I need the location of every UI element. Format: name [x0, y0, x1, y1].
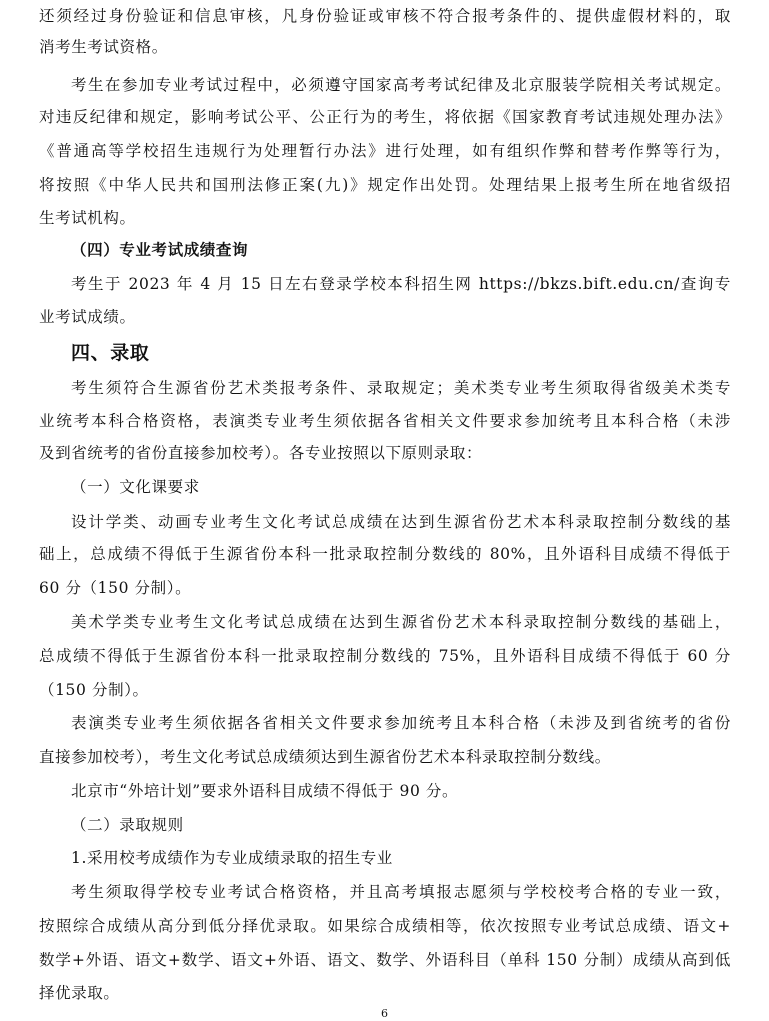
paragraph-start-line: 北京市“外培计划”要求外语科目成绩不得低于 90 分。: [71, 782, 459, 800]
page-number: 6: [381, 1007, 388, 1020]
paragraph-start-line: 考生在参加专业考试过程中，必须遵守国家高考考试纪律及北京服装学院相关考试规定。: [71, 76, 731, 94]
paragraph-start-line: 美术学类专业考生文化考试总成绩在达到生源省份艺术本科录取控制分数线的基础上，: [71, 613, 731, 631]
text-line: 择优录取。: [39, 984, 120, 1002]
text-line: 及到省统考的省份直接参加校考）。各专业按照以下原则录取：: [39, 444, 483, 462]
text-line: （150 分制）。: [39, 681, 149, 699]
paragraph-start-line: 考生于 2023 年 4 月 15 日左右登录学校本科招生网 https://bkzs.bift.edu.cn/查询专: [71, 275, 731, 293]
text-line: 数学+外语、语文+数学、语文+外语、语文、数学、外语科目（单科 150 分制）成绩从高到低: [39, 951, 731, 969]
paragraph-start-line: 表演类专业考生须依据各省相关文件要求参加统考且本科合格（未涉及到省统考的省份: [71, 714, 731, 732]
text-line: 础上，总成绩不得低于生源省份本科一批录取控制分数线的 80%，且外语科目成绩不得低于: [39, 545, 731, 563]
paragraph-start-line: 设计学类、动画专业考生文化考试总成绩在达到生源省份艺术本科录取控制分数线的基: [71, 513, 731, 531]
text-line: 业统考本科合格资格，表演类专业考生须依据各省相关文件要求参加统考且本科合格（未涉: [39, 412, 731, 430]
text-line: 消考生考试资格。: [39, 38, 168, 56]
text-line: 生考试机构。: [39, 209, 136, 227]
section-heading: （四）专业考试成绩查询: [71, 241, 249, 259]
subsection-heading: （一）文化课要求: [71, 478, 200, 496]
paragraph-start-line: 考生须取得学校专业考试合格资格，并且高考填报志愿须与学校校考合格的专业一致，: [71, 883, 731, 901]
text-line: 对违反纪律和规定，影响考试公平、公正行为的考生，将依据《国家教育考试违规处理办法》: [39, 108, 731, 126]
text-line: 直接参加校考），考生文化考试总成绩须达到生源省份艺术本科录取控制分数线。: [39, 748, 611, 766]
text-line: 60 分（150 分制）。: [39, 579, 192, 597]
text-line: 将按照《中华人民共和国刑法修正案(九)》规定作出处罚。处理结果上报考生所在地省级招: [39, 176, 731, 194]
subsection-heading: （二）录取规则: [71, 816, 184, 834]
text-line: 还须经过身份验证和信息审核，凡身份验证或审核不符合报考条件的、提供虚假材料的，取: [39, 7, 731, 25]
text-line: 按照综合成绩从高分到低分择优录取。如果综合成绩相等，依次按照专业考试总成绩、语文+: [39, 917, 731, 935]
text-line: 总成绩不得低于生源省份本科一批录取控制分数线的 75%，且外语科目成绩不得低于 60 分: [39, 647, 731, 665]
paragraph-start-line: 考生须符合生源省份艺术类报考条件、录取规定；美术类专业考生须取得省级美术类专: [71, 379, 731, 397]
text-line: 业考试成绩。: [39, 308, 136, 326]
chapter-heading: 四、录取: [71, 342, 150, 364]
text-line: 《普通高等学校招生违规行为处理暂行办法》进行处理，如有组织作弊和替考作弊等行为，: [39, 142, 731, 160]
numbered-item-heading: 1.采用校考成绩作为专业成绩录取的招生专业: [71, 849, 393, 867]
